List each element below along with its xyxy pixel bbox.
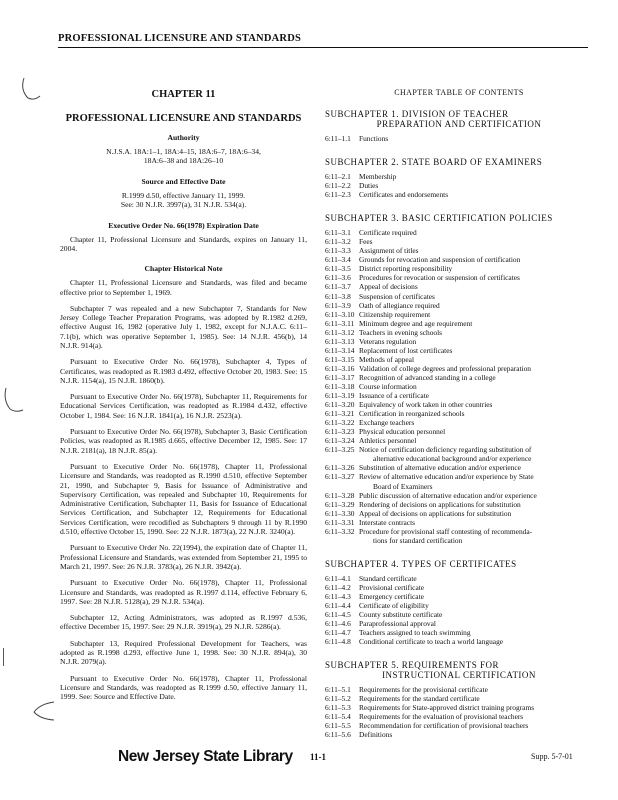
section-title-text: Paraprofessional approval — [359, 619, 436, 629]
subchapter-title-cont: INSTRUCTIONAL CERTIFICATION — [382, 670, 536, 681]
section-title-text: Appeal of decisions — [359, 282, 418, 292]
section-title-text: Notice of certification deficiency regarding substitution of — [359, 445, 532, 455]
section-title — [359, 619, 593, 628]
toc-entry — [325, 463, 593, 472]
subchapter-4-list — [325, 574, 593, 646]
section-title — [359, 228, 593, 237]
toc-entry — [325, 346, 593, 355]
toc-entry — [325, 382, 593, 391]
margin-tick — [3, 648, 4, 666]
section-title — [359, 264, 593, 273]
section-number: 6:11–5.2 — [325, 694, 351, 704]
subchapter-2-list — [325, 172, 593, 199]
section-number: 6:11–3.1 — [325, 228, 351, 238]
section-title-text: Certificate of eligibility — [359, 600, 429, 610]
subchapter-title: SUBCHAPTER 3. BASIC CERTIFICATION POLICIES — [325, 213, 553, 224]
authority-line: 18A:6–38 and 18A:26–10 — [143, 156, 224, 166]
section-title — [359, 418, 593, 427]
section-title-cont: Board of Examiners — [373, 481, 433, 491]
running-header: PROFESSIONAL LICENSURE AND STANDARDS — [58, 33, 588, 48]
source-text — [60, 191, 307, 210]
expiration-heading: Executive Order No. 66(1978) Expiration Date — [108, 220, 259, 230]
section-title — [359, 685, 593, 694]
toc-entry — [325, 190, 593, 199]
section-title — [359, 292, 593, 301]
history-paragraph: Pursuant to Executive Order No. 66(1978), Subchapter 4, Types of Certificates, was readopted as R.1983 d.492, effective October 20, 1983. See: 15 N.J.R. 1154(a), 15 N.J.R. 1860(b). — [60, 357, 307, 385]
section-number: 6:11–5.1 — [325, 685, 351, 695]
section-number: 6:11–3.17 — [325, 372, 355, 382]
section-title-text: Issuance of a certificate — [359, 391, 429, 401]
subchapter-5-list — [325, 685, 593, 739]
section-title-text: Provisional certificate — [359, 582, 425, 592]
section-title-text: Course information — [359, 381, 417, 391]
section-number: 6:11–2.2 — [325, 181, 351, 191]
section-number: 6:11–3.30 — [325, 508, 355, 518]
section-number: 6:11–3.18 — [325, 381, 355, 391]
subchapter-1-heading — [325, 109, 593, 129]
section-number: 6:11–3.28 — [325, 490, 355, 500]
margin-bracket-icon — [30, 700, 56, 722]
toc-entry — [325, 246, 593, 255]
source-line: R.1999 d.50, effective January 11, 1999. — [121, 190, 246, 200]
section-title — [359, 509, 593, 518]
section-title-text: Veterans regulation — [359, 336, 417, 346]
section-title — [359, 301, 593, 310]
margin-bracket-icon — [18, 76, 42, 102]
margin-bracket-icon — [2, 386, 26, 414]
section-title — [359, 472, 593, 490]
section-title-text: Replacement of lost certificates — [359, 345, 453, 355]
section-number: 6:11–3.8 — [325, 291, 351, 301]
toc-entry — [325, 685, 593, 694]
section-number: 6:11–3.26 — [325, 463, 355, 473]
toc-entry — [325, 610, 593, 619]
section-title — [359, 255, 593, 264]
history-paragraph: Chapter 11, Professional Licensure and Standards, was filed and became effective prior to September 1, 1969. — [60, 278, 307, 297]
toc-entry — [325, 527, 593, 545]
source-heading: Source and Effective Date — [141, 176, 226, 186]
section-title — [359, 310, 593, 319]
section-title-text: Requirements for State-approved district training programs — [359, 703, 535, 713]
toc-entry — [325, 445, 593, 463]
section-number: 6:11–4.1 — [325, 573, 351, 583]
subchapter-title-cont: PREPARATION AND CERTIFICATION — [376, 119, 542, 129]
section-title-text: Minimum degree and age requirement — [359, 318, 473, 328]
section-title — [359, 373, 593, 382]
toc-entry — [325, 500, 593, 509]
toc-entry — [325, 427, 593, 436]
section-number: 6:11–5.5 — [325, 721, 351, 731]
section-number: 6:11–3.21 — [325, 409, 355, 419]
history-paragraph: Pursuant to Executive Order No. 66(1978), Chapter 11, Professional Licensure and Standards, was readopted as R.1997 d.114, effective February 6, 1997. See: 28 N.J.R. 5128(a), 29 N.J.R. 534(a). — [60, 578, 307, 606]
toc-entry — [325, 282, 593, 291]
toc-entry — [325, 228, 593, 237]
section-title-text: Citizenship requirement — [359, 309, 431, 319]
section-number: 6:11–3.14 — [325, 345, 355, 355]
section-title-cont: tions for standard certification — [373, 535, 463, 545]
section-title — [359, 592, 593, 601]
chapter-title: PROFESSIONAL LICENSURE AND STANDARDS — [65, 113, 302, 124]
section-title — [359, 601, 593, 610]
section-number: 6:11–3.22 — [325, 418, 355, 428]
section-number: 6:11–4.2 — [325, 582, 351, 592]
supplement-date: Supp. 5-7-01 — [531, 752, 573, 761]
section-title — [359, 282, 593, 291]
section-title — [359, 364, 593, 373]
toc-entry — [325, 601, 593, 610]
section-number: 6:11–3.2 — [325, 237, 351, 247]
section-title — [359, 328, 593, 337]
section-title — [359, 583, 593, 592]
section-title — [359, 574, 593, 583]
history-paragraph: Pursuant to Executive Order No. 66(1978), Subchapter 11, Requirements for Educational Services Certification, was readopted as R.1984 d.432, effective October 1, 1984. See: 16 N.J.R. 1841(a), 16 N.J.R. 2523(a). — [60, 392, 307, 420]
section-number: 6:11–4.4 — [325, 600, 351, 610]
authority-text — [60, 147, 307, 166]
section-title — [359, 610, 593, 619]
section-number: 6:11–3.20 — [325, 400, 355, 410]
section-title — [359, 391, 593, 400]
section-title — [359, 637, 593, 646]
section-number: 6:11–3.16 — [325, 363, 355, 373]
subchapter-1-list — [325, 134, 593, 143]
toc-entry — [325, 694, 593, 703]
history-notes — [60, 278, 307, 701]
section-title — [359, 346, 593, 355]
authority-heading: Authority — [167, 133, 200, 142]
toc-entry — [325, 264, 593, 273]
section-title-text: Review of alternative education and/or experience by State — [359, 472, 534, 482]
section-title — [359, 491, 593, 500]
section-title — [359, 319, 593, 328]
subchapter-title: SUBCHAPTER 5. REQUIREMENTS FOR — [325, 660, 500, 671]
section-title — [359, 181, 593, 190]
history-paragraph: Pursuant to Executive Order No. 66(1978), Subchapter 3, Basic Certification Policies, was readopted as R.1985 d.665, effective December 12, 1985. See: 17 N.J.R. 2181(a), 18 N.J.R. 85(a). — [60, 427, 307, 455]
section-title-text: Fees — [359, 237, 373, 247]
section-title — [359, 500, 593, 509]
toc-entry — [325, 409, 593, 418]
toc-entry — [325, 255, 593, 264]
toc-entry — [325, 134, 593, 143]
page-number: 11-1 — [310, 752, 327, 762]
section-number: 6:11–4.6 — [325, 619, 351, 629]
section-title-text: Membership — [359, 172, 397, 182]
section-title — [359, 463, 593, 472]
section-number: 6:11–3.4 — [325, 255, 351, 265]
history-paragraph: Pursuant to Executive Order No. 66(1978), Chapter 11, Professional Licensure and Standards, was readopted as R.1999 d.50, effective January 11, 1999. See: Source and Effective Date. — [60, 673, 307, 702]
section-title-text: Appeal of decisions on applications for substitution — [359, 508, 512, 518]
section-title-text: Oath of allegiance required — [359, 300, 440, 310]
subchapter-3-list — [325, 228, 593, 545]
section-title-text: Equivalency of work taken in other countries — [359, 400, 493, 410]
section-title-text: Certificates and endorsements — [359, 190, 449, 200]
section-title-text: Substitution of alternative education and/or experience — [359, 463, 521, 473]
section-title — [359, 694, 593, 703]
section-title-text: Requirements for the standard certificate — [359, 694, 480, 704]
toc-entry — [325, 712, 593, 721]
subchapter-5-heading — [325, 660, 593, 680]
section-title — [359, 703, 593, 712]
toc-entry — [325, 391, 593, 400]
section-number: 6:11–2.1 — [325, 172, 351, 182]
section-title-text: Functions — [359, 134, 389, 143]
section-title-text: Certificate required — [359, 228, 417, 238]
history-heading: Chapter Historical Note — [144, 264, 223, 274]
section-number: 6:11–3.23 — [325, 427, 355, 437]
section-title — [359, 355, 593, 364]
toc-entry — [325, 436, 593, 445]
section-title — [359, 409, 593, 418]
subchapter-title: SUBCHAPTER 1. DIVISION OF TEACHER — [325, 109, 509, 119]
subchapter-3-heading — [325, 213, 593, 223]
section-number: 6:11–3.9 — [325, 300, 351, 310]
section-title-text: Validation of college degrees and professional preparation — [359, 363, 531, 373]
toc-entry — [325, 637, 593, 646]
toc-entry — [325, 472, 593, 490]
subchapter-4-heading — [325, 559, 593, 569]
section-number: 6:11–4.3 — [325, 591, 351, 601]
history-paragraph: Subchapter 13, Required Professional Development for Teachers, was adopted as R.1998 d.293, effective June 1, 1998. See: 30 N.J.R. 894(a), 30 N.J.R. 2079(a). — [60, 638, 307, 667]
section-number: 6:11–3.5 — [325, 264, 351, 274]
section-title — [359, 436, 593, 445]
section-title-text: Definitions — [359, 730, 393, 740]
section-number: 6:11–3.29 — [325, 499, 355, 509]
history-paragraph: Pursuant to Executive Order No. 22(1994), the expiration date of Chapter 11, Professional Licensure and Standards, was extended from September 21, 1995 to March 21, 1997. See: 26 N.J.R. 3783(a), 26 N.J.R. 3942(a). — [60, 543, 307, 571]
section-number: 6:11–3.11 — [325, 318, 355, 328]
section-number: 6:11–3.7 — [325, 282, 351, 292]
section-title-text: Suspension of certificates — [359, 291, 435, 301]
section-title — [359, 337, 593, 346]
section-number: 6:11–3.19 — [325, 391, 355, 401]
history-paragraph: Subchapter 7 was repealed and a new Subchapter 7, Standards for New Jersey College Teacher Preparation Programs, was adopted by R.1982 d.269, effective August 16, 1982 (operative July 1, 1982, except for N.J.A.C. 6:11–7.1(b), which was operative September 1, 1985). See: 14 N.J.R. 456(b), 14 N.J.R. 914(a). — [60, 303, 307, 350]
section-title-text: Duties — [359, 181, 379, 191]
section-title-text: Procedures for revocation or suspension of certificates — [359, 273, 520, 283]
section-number: 6:11–3.6 — [325, 273, 351, 283]
section-title-text: Interstate contracts — [359, 517, 416, 527]
expiration-text: Chapter 11, Professional Licensure and Standards, expires on January 11, 2004. — [60, 234, 307, 253]
history-paragraph: Pursuant to Executive Order No. 66(1978), Chapter 11, Professional Licensure and Standards, was readopted as R.1990 d.510, effective September 21, 1990, and Subchapter 9, Basis for Issuance of Administrative and Supervisory Certification, was repealed and Subchapter 10, Requirements for Administrative Certification, Subchapter 11, Basis for Issuance of Educational Services Certification, and Subchapter 12, Requirements for Educational Services Certification, were recodified as Subchapters 9 through 11 by R.1990 d.510, effective October 15, 1990. See: 22 N.J.R. 1873(a), 22 N.J.R. 3240(a). — [60, 461, 307, 537]
toc-entry — [325, 337, 593, 346]
section-number: 6:11–3.15 — [325, 354, 355, 364]
toc-entry — [325, 400, 593, 409]
subchapter-title: SUBCHAPTER 4. TYPES OF CERTIFICATES — [325, 558, 517, 569]
section-title-text: Grounds for revocation and suspension of certification — [359, 255, 521, 265]
section-title — [359, 273, 593, 282]
toc-entry — [325, 319, 593, 328]
authority-line: N.J.S.A. 18A:1–1, 18A:4–15, 18A:6–7, 18A:6–34, — [106, 147, 261, 156]
subchapter-2-heading — [325, 157, 593, 167]
section-title-text: Conditional certificate to teach a world language — [359, 637, 504, 647]
toc-entry — [325, 509, 593, 518]
section-title-text: Emergency certificate — [359, 591, 424, 601]
left-column — [60, 86, 307, 702]
section-title-text: Athletics personnel — [359, 436, 417, 446]
section-title — [359, 730, 593, 739]
section-title — [359, 628, 593, 637]
toc-entry — [325, 583, 593, 592]
section-title-text: Standard certificate — [359, 573, 417, 583]
section-number: 6:11–4.8 — [325, 637, 351, 647]
toc-entry — [325, 292, 593, 301]
toc-heading: CHAPTER TABLE OF CONTENTS — [394, 88, 524, 97]
section-number: 6:11–3.25 — [325, 445, 355, 455]
section-title — [359, 712, 593, 721]
table-of-contents — [325, 86, 593, 739]
section-title-text: Requirements for the provisional certificate — [359, 685, 488, 695]
section-number: 6:11–3.10 — [325, 309, 355, 319]
toc-entry — [325, 181, 593, 190]
section-title — [359, 190, 593, 199]
source-line: See: 30 N.J.R. 3997(a), 31 N.J.R. 534(a). — [120, 200, 247, 210]
section-title-text: Teachers in evening schools — [359, 327, 443, 337]
toc-entry — [325, 273, 593, 282]
section-title — [359, 518, 593, 527]
toc-entry — [325, 703, 593, 712]
section-number: 6:11–3.13 — [325, 336, 355, 346]
toc-entry — [325, 364, 593, 373]
section-number: 6:11–2.3 — [325, 190, 351, 200]
section-title-text: Methods of appeal — [359, 354, 415, 364]
section-number: 6:11–3.3 — [325, 246, 351, 256]
section-number: 6:11–3.24 — [325, 436, 355, 446]
section-title-text: Exchange teachers — [359, 418, 415, 428]
section-title-text: District reporting responsibility — [359, 264, 453, 274]
section-title — [359, 427, 593, 436]
section-title — [359, 134, 593, 143]
toc-entry — [325, 721, 593, 730]
history-paragraph: Subchapter 12, Acting Administrators, was adopted as R.1997 d.536, effective December 15, 1997. See: 29 N.J.R. 3919(a), 29 N.J.R. 5286(a). — [60, 613, 307, 632]
section-title-text: Procedure for provisional staff contesting of recommenda- — [359, 526, 533, 536]
section-title — [359, 721, 593, 730]
section-title — [359, 237, 593, 246]
toc-entry — [325, 574, 593, 583]
toc-entry — [325, 730, 593, 739]
section-title-text: Public discussion of alternative education and/or experience — [359, 490, 537, 500]
section-title-text: Certification in reorganized schools — [359, 409, 465, 419]
section-number: 6:11–1.1 — [325, 134, 351, 143]
section-title-text: Teachers assigned to teach swimming — [359, 628, 471, 638]
section-title-text: Recognition of advanced standing in a college — [359, 372, 496, 382]
toc-entry — [325, 237, 593, 246]
section-title-text: Assignment of titles — [359, 246, 419, 256]
section-number: 6:11–3.27 — [325, 472, 355, 482]
toc-entry — [325, 328, 593, 337]
subchapter-title: SUBCHAPTER 2. STATE BOARD OF EXAMINERS — [325, 157, 543, 168]
toc-entry — [325, 619, 593, 628]
section-number: 6:11–5.4 — [325, 712, 351, 722]
section-title — [359, 400, 593, 409]
section-title — [359, 172, 593, 181]
section-number: 6:11–3.32 — [325, 526, 355, 536]
section-number: 6:11–3.31 — [325, 517, 355, 527]
section-title-text: Rendering of decisions on applications for substitution — [359, 499, 521, 509]
toc-entry — [325, 418, 593, 427]
toc-entry — [325, 592, 593, 601]
toc-entry — [325, 373, 593, 382]
section-title — [359, 527, 593, 545]
section-number: 6:11–5.6 — [325, 730, 351, 740]
section-title-cont: alternative educational background and/or experience — [373, 454, 532, 464]
section-title-text: Physical education personnel — [359, 427, 446, 437]
section-title — [359, 445, 593, 463]
section-title-text: Requirements for the evaluation of provisional teachers — [359, 712, 524, 722]
chapter-label: CHAPTER 11 — [151, 89, 216, 100]
toc-entry — [325, 301, 593, 310]
section-number: 6:11–4.7 — [325, 628, 351, 638]
library-stamp: New Jersey State Library — [118, 748, 293, 765]
section-title-text: Recommendation for certification of provisional teachers — [359, 721, 529, 731]
section-number: 6:11–3.12 — [325, 327, 355, 337]
toc-entry — [325, 518, 593, 527]
section-title — [359, 246, 593, 255]
toc-entry — [325, 355, 593, 364]
section-title — [359, 382, 593, 391]
section-number: 6:11–4.5 — [325, 610, 351, 620]
toc-entry — [325, 628, 593, 637]
toc-entry — [325, 491, 593, 500]
toc-entry — [325, 310, 593, 319]
section-number: 6:11–5.3 — [325, 703, 351, 713]
section-title-text: County substitute certificate — [359, 610, 443, 620]
toc-entry — [325, 172, 593, 181]
